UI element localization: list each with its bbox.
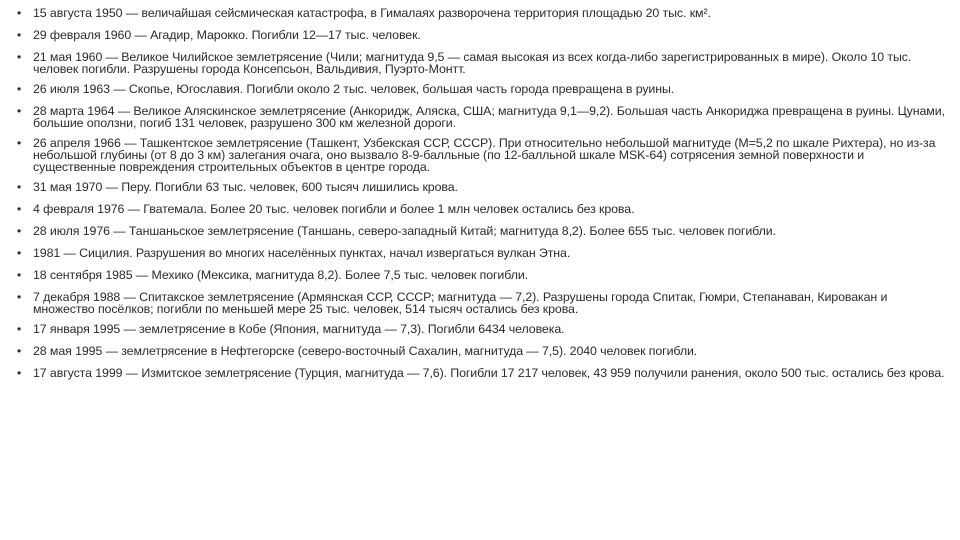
list-item: • 4 февраля 1976 — Гватемала. Более 20 тыс. человек погибли и более 1 млн человек остались без крова. [17,203,946,215]
list-item: • 31 мая 1970 — Перу. Погибли 63 тыс. человек, 600 тысяч лишились крова. [17,181,946,193]
list-item: • 1981 — Сицилия. Разрушения во многих населённых пунктах, начал извергаться вулкан Этна. [17,247,946,259]
list-item: • 18 сентября 1985 — Мехико (Мексика, магнитуда 8,2). Более 7,5 тыс. человек погибли. [17,269,946,281]
list-item: • 26 апреля 1966 — Ташкентское землетрясение (Ташкент, Узбекская ССР, СССР). При относительно небольшой магнитуде (M=5,2 по шкале Рихтера), но из-за небольшой глубины (от 8 до 3 км) залегания очага, оно вызвало 8-9-балльные (по 12-балльной шкале MSK-64) сотрясения земной поверхности и существенные повреждения строительных объектов в центре города. [17,137,946,173]
list-item: • 7 декабря 1988 — Спитакское землетрясение (Армянская ССР, СССР; магнитуда — 7,2). Разрушены города Спитак, Гюмри, Степанаван, Кировакан и множество посёлков; погибли по меньшей мере 25 тыс. человек, 514 тысяч остались без крова. [17,291,946,315]
list-item: • 28 мая 1995 — землетрясение в Нефтегорске (северо-восточный Сахалин, магнитуда — 7,5). 2040 человек погибли. [17,345,946,357]
list-item: • 21 мая 1960 — Великое Чилийское землетрясение (Чили; магнитуда 9,5 — самая высокая из всех когда-либо зарегистрированных в мире). Около 10 тыс. человек погибли. Разрушены города Консепсьон, Вальдивия, Пуэрто-Монтт. [17,51,946,75]
list-item: • 17 августа 1999 — Измитское землетрясение (Турция, магнитуда — 7,6). Погибли 17 217 человек, 43 959 получили ранения, около 500 тыс. остались без крова. [17,367,946,379]
list-item: • 26 июля 1963 — Скопье, Югославия. Погибли около 2 тыс. человек, большая часть города превращена в руины. [17,83,946,95]
list-item: • 28 марта 1964 — Великое Аляскинское землетрясение (Анкоридж, Аляска, США; магнитуда 9,1—9,2). Большая часть Анкориджа превращена в руины. Цунами, большие оползни, погиб 131 человек, разрушено 300 км железной дороги. [17,105,946,129]
list-item: • 29 февраля 1960 — Агадир, Марокко. Погибли 12—17 тыс. человек. [17,29,946,41]
earthquake-list [17,7,946,379]
list-item: • 17 января 1995 — землетрясение в Кобе (Япония, магнитуда — 7,3). Погибли 6434 человека. [17,323,946,335]
list-item: • 15 августа 1950 — величайшая сейсмическая катастрофа, в Гималаях разворочена территория площадью 20 тыс. км². [17,7,946,19]
list-item: • 28 июля 1976 — Таншаньское землетрясение (Таншань, северо-западный Китай; магнитуда 8,2). Более 655 тыс. человек погибли. [17,225,946,237]
